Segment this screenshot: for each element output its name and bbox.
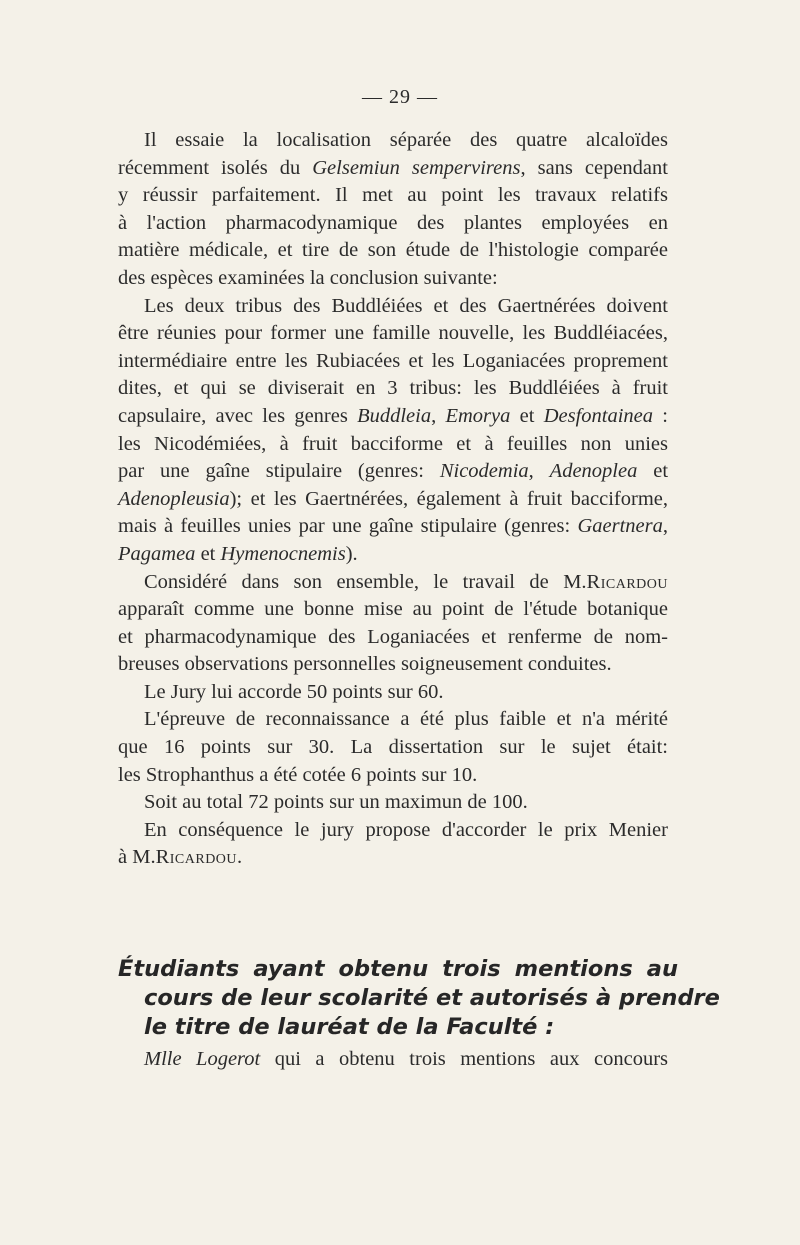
text-run: capsulaire, avec les genres [118,404,358,427]
text-line: Les deux tribus des Buddléiées et des Gaertnérées doivent [144,294,668,317]
text-line [118,844,668,872]
text-line: à l'action pharmacodynamique des plantes employées en [118,211,668,234]
italic-text: Adenoplea [549,460,638,483]
paragraph-1 [118,127,668,293]
text-line: Le Jury lui accorde 50 points sur 60. [144,680,444,703]
text-run: . [237,846,243,869]
page-number: — 29 — [362,86,438,108]
text-run: Considéré dans son ensemble, le travail de M. [144,570,587,593]
text-line: L'épreuve de reconnaissance a été plus faible et n'a mérité [144,708,668,731]
italic-text: Adenopleusia [118,487,230,510]
text-run: et [195,542,221,565]
italic-text: Nicodemia [439,460,529,483]
smallcaps-name: Ricardou [155,846,238,869]
italic-text: Pagamea [118,542,196,565]
text-run: qui a obtenu trois mentions aux concours [260,1048,668,1070]
text-run: mais à feuilles unies par une gaîne stipulaire (genres: [118,515,578,538]
text-line [118,403,668,431]
paragraph-5 [118,706,668,789]
text-line [118,155,668,183]
text-run: : [653,404,669,427]
text-line: être réunies pour former une famille nouvelle, les Buddléiacées, [118,322,668,345]
text-run: ). [345,542,358,565]
paragraph-4 [118,679,668,707]
italic-text: Mlle Logerot [144,1048,261,1070]
text-run: à M. [118,846,156,869]
text-line [118,569,668,597]
heading-line-2: cours de leur scolarité et autorisés à prendre [144,985,720,1011]
italic-text: Hymenocnemis [220,542,346,565]
text-line: intermédiaire entre les Rubiacées et les Loganiacées proprement [118,349,668,372]
text-line [118,458,668,486]
text-line: apparaît comme une bonne mise au point de l'étude botanique [118,598,668,621]
paragraph-final [118,1046,668,1074]
paragraph-6 [118,789,668,817]
italic-text: Desfontainea [543,404,654,427]
text-line: les Nicodémiées, à fruit bacciforme et à feuilles non unies [118,432,668,455]
text-line: des espèces examinées la conclusion suivante: [118,266,498,289]
italic-text: Gelsemiun sempervirens [312,156,521,179]
text-line: et pharmacodynamique des Loganiacées et renferme de nom- [118,625,668,648]
smallcaps-name: Ricardou [586,570,668,593]
italic-text: Emorya [445,404,511,427]
text-line: que 16 points sur 30. La dissertation sur le sujet était: [118,736,668,759]
text-line: breuses observations personnelles soigneusement conduites. [118,653,612,676]
text-run: et [510,404,544,427]
text-run: récemment isolés du [118,156,313,179]
paragraph-7 [118,817,668,872]
text-run: , [431,404,446,427]
text-line: Soit au total 72 points sur un maximun de 100. [144,791,528,814]
heading-line-1: Étudiants ayant obtenu trois mentions au [118,956,678,982]
italic-text: Buddleia [357,404,432,427]
text-line [118,486,668,514]
text-line [118,513,668,541]
text-run: , [528,460,550,483]
text-run: , sans cependant [520,156,668,179]
final-paragraph [118,1046,668,1074]
text-run: par une gaîne stipulaire (genres: [118,460,440,483]
section-heading [118,955,720,1042]
text-line [118,1046,668,1074]
paragraph-2 [118,293,668,569]
text-line [118,541,668,569]
body-text [118,127,668,872]
italic-text: Gaertnera [577,515,663,538]
text-run: ); et les Gaertnérées, également à fruit bacciforme, [229,487,668,510]
text-line: matière médicale, et tire de son étude de l'histologie comparée [118,239,668,262]
text-line: y réussir parfaitement. Il met au point les travaux relatifs [118,184,668,207]
text-line: les Strophanthus a été cotée 6 points sur 10. [118,763,478,786]
text-line: Il essaie la localisation séparée des quatre alcaloïdes [144,129,668,151]
paragraph-3 [118,569,668,679]
text-line: dites, et qui se diviserait en 3 tribus: les Buddléiées à fruit [118,377,668,400]
heading-line-3: le titre de lauréat de la Faculté : [144,1014,555,1040]
text-line: En conséquence le jury propose d'accorder le prix Menier [144,818,668,841]
text-run: , [662,515,668,538]
text-run: et [637,460,669,483]
